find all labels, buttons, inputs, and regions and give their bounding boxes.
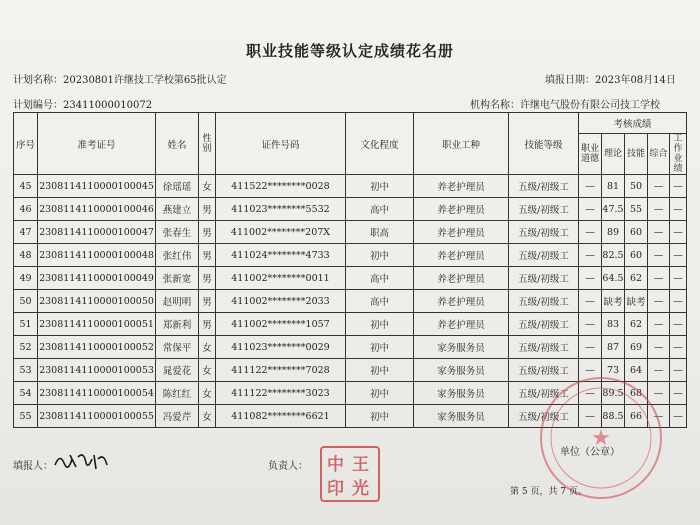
cell-work: —: [670, 198, 687, 221]
cell-ethics: —: [579, 313, 602, 336]
header-total: 综合: [648, 134, 670, 175]
cell-ethics: —: [579, 244, 602, 267]
cell-job: 养老护理员: [414, 313, 509, 336]
filler-label: 填报人：: [13, 461, 53, 472]
header-seq: 序号: [14, 113, 38, 175]
cell-ticket: 2308114110000100054: [38, 382, 156, 405]
cell-gender: 女: [199, 336, 216, 359]
cell-edu: 初中: [346, 336, 414, 359]
cell-level: 五级/初级工: [509, 290, 579, 313]
cell-edu: 高中: [346, 290, 414, 313]
cell-seq: 52: [14, 336, 38, 359]
cell-id: 411024********4733: [216, 244, 346, 267]
cell-total: —: [648, 198, 670, 221]
cell-ethics: —: [579, 405, 602, 428]
name-seal: [320, 446, 380, 502]
cell-id: 411002********2033: [216, 290, 346, 313]
cell-job: 养老护理员: [414, 221, 509, 244]
fill-date: 填报日期：2023年08月14日: [545, 75, 676, 86]
cell-job: 养老护理员: [414, 244, 509, 267]
cell-gender: 男: [199, 221, 216, 244]
cell-skill: 62: [625, 267, 648, 290]
cell-name: 张新宽: [156, 267, 199, 290]
cell-name: 晁爱花: [156, 359, 199, 382]
cell-edu: 职高: [346, 221, 414, 244]
cell-job: 养老护理员: [414, 267, 509, 290]
cell-theory: 47.5: [602, 198, 625, 221]
cell-level: 五级/初级工: [509, 198, 579, 221]
cell-level: 五级/初级工: [509, 405, 579, 428]
cell-edu: 高中: [346, 198, 414, 221]
cell-total: —: [648, 382, 670, 405]
cell-ticket: 2308114110000100049: [38, 267, 156, 290]
cell-seq: 45: [14, 175, 38, 198]
cell-id: 411082********6621: [216, 405, 346, 428]
table-row: [14, 175, 687, 198]
table-row: [14, 198, 687, 221]
cell-skill: 缺考: [625, 290, 648, 313]
cell-total: —: [648, 221, 670, 244]
cell-seq: 49: [14, 267, 38, 290]
cell-seq: 53: [14, 359, 38, 382]
cell-gender: 女: [199, 382, 216, 405]
cell-total: —: [648, 290, 670, 313]
cell-level: 五级/初级工: [509, 175, 579, 198]
cell-gender: 男: [199, 267, 216, 290]
cell-edu: 初中: [346, 359, 414, 382]
org-name: 机构名称：许继电气股份有限公司技工学校: [470, 100, 660, 111]
header-education: 文化程度: [346, 113, 414, 175]
cell-name: 张春生: [156, 221, 199, 244]
cell-theory: 87: [602, 336, 625, 359]
cell-theory: 83: [602, 313, 625, 336]
cell-level: 五级/初级工: [509, 336, 579, 359]
cell-ethics: —: [579, 290, 602, 313]
cell-skill: 55: [625, 198, 648, 221]
cell-work: —: [670, 244, 687, 267]
cell-job: 家务服务员: [414, 336, 509, 359]
official-round-seal: [540, 377, 662, 499]
cell-total: —: [648, 359, 670, 382]
header-skill: 技能: [625, 134, 648, 175]
cell-gender: 男: [199, 313, 216, 336]
table-row: [14, 290, 687, 313]
cell-total: —: [648, 244, 670, 267]
svg-text:★: ★: [591, 426, 611, 451]
cell-job: 家务服务员: [414, 359, 509, 382]
cell-id: 411002********1057: [216, 313, 346, 336]
table-row: [14, 267, 687, 290]
cell-id: 411122********3023: [216, 382, 346, 405]
cell-seq: 50: [14, 290, 38, 313]
table-row: [14, 336, 687, 359]
cell-name: 常保平: [156, 336, 199, 359]
cell-seq: 48: [14, 244, 38, 267]
cell-id: 411002********207X: [216, 221, 346, 244]
cell-job: 养老护理员: [414, 175, 509, 198]
cell-level: 五级/初级工: [509, 382, 579, 405]
cell-name: 郑新利: [156, 313, 199, 336]
header-gender: 性别: [199, 113, 216, 175]
cell-total: —: [648, 175, 670, 198]
header-work: 工作业绩: [670, 134, 687, 175]
cell-gender: 男: [199, 198, 216, 221]
page-number: 第 5 页，共 7 页。: [510, 487, 587, 497]
cell-level: 五级/初级工: [509, 244, 579, 267]
cell-name: 陈红红: [156, 382, 199, 405]
cell-theory: 64.5: [602, 267, 625, 290]
cell-work: —: [670, 336, 687, 359]
cell-name: 赵明明: [156, 290, 199, 313]
header-ethics: 职业道德: [579, 134, 602, 175]
cell-name: 冯爱芹: [156, 405, 199, 428]
cell-ticket: 2308114110000100050: [38, 290, 156, 313]
cell-ethics: —: [579, 336, 602, 359]
header-name: 姓名: [156, 113, 199, 175]
cell-ethics: —: [579, 267, 602, 290]
cell-ticket: 2308114110000100047: [38, 221, 156, 244]
cell-seq: 54: [14, 382, 38, 405]
cell-total: —: [648, 405, 670, 428]
cell-work: —: [670, 382, 687, 405]
cell-ticket: 2308114110000100053: [38, 359, 156, 382]
cell-total: —: [648, 267, 670, 290]
cell-gender: 女: [199, 405, 216, 428]
cell-ethics: —: [579, 221, 602, 244]
seal-char: 印: [327, 479, 344, 499]
cell-gender: 男: [199, 290, 216, 313]
header-theory: 理论: [602, 134, 625, 175]
cell-job: 养老护理员: [414, 198, 509, 221]
cell-work: —: [670, 359, 687, 382]
cell-name: 徐瑶瑶: [156, 175, 199, 198]
cell-job: 家务服务员: [414, 382, 509, 405]
cell-seq: 55: [14, 405, 38, 428]
cell-ticket: 2308114110000100055: [38, 405, 156, 428]
cell-ethics: —: [579, 382, 602, 405]
cell-work: —: [670, 405, 687, 428]
seal-char: 王: [352, 455, 369, 475]
cell-total: —: [648, 336, 670, 359]
handwritten-signature: [52, 449, 110, 473]
cell-gender: 女: [199, 175, 216, 198]
cell-work: —: [670, 221, 687, 244]
cell-skill: 60: [625, 244, 648, 267]
header-scores: 考核成绩: [579, 113, 687, 134]
table-row: [14, 244, 687, 267]
cell-ticket: 2308114110000100052: [38, 336, 156, 359]
cell-ticket: 2308114110000100051: [38, 313, 156, 336]
cell-work: —: [670, 175, 687, 198]
cell-level: 五级/初级工: [509, 221, 579, 244]
cell-ticket: 2308114110000100048: [38, 244, 156, 267]
header-job: 职业工种: [414, 113, 509, 175]
cell-theory: 81: [602, 175, 625, 198]
cell-edu: 初中: [346, 405, 414, 428]
cell-total: —: [648, 313, 670, 336]
cell-seq: 47: [14, 221, 38, 244]
cell-ticket: 2308114110000100046: [38, 198, 156, 221]
cell-theory: 缺考: [602, 290, 625, 313]
cell-level: 五级/初级工: [509, 313, 579, 336]
cell-skill: 50: [625, 175, 648, 198]
cell-id: 411023********5532: [216, 198, 346, 221]
table-row: [14, 221, 687, 244]
cell-level: 五级/初级工: [509, 359, 579, 382]
cell-job: 家务服务员: [414, 405, 509, 428]
cell-skill: 66: [625, 405, 648, 428]
cell-ethics: —: [579, 198, 602, 221]
plan-name: 计划名称：20230801许继技工学校第65批认定: [13, 75, 227, 86]
plan-number: 计划编号：23411000010072: [13, 100, 153, 111]
seal-char: 光: [352, 479, 369, 499]
cell-edu: 初中: [346, 244, 414, 267]
cell-id: 411522********0028: [216, 175, 346, 198]
cell-seq: 46: [14, 198, 38, 221]
cell-skill: 64: [625, 359, 648, 382]
cell-theory: 82.5: [602, 244, 625, 267]
header-level: 技能等级: [509, 113, 579, 175]
page-title: 职业技能等级认定成绩花名册: [245, 42, 454, 60]
cell-edu: 初中: [346, 175, 414, 198]
cell-work: —: [670, 290, 687, 313]
cell-work: —: [670, 267, 687, 290]
cell-theory: 89.5: [602, 382, 625, 405]
unit-seal-label: 单位（公章）: [560, 447, 620, 458]
cell-edu: 初中: [346, 382, 414, 405]
cell-job: 养老护理员: [414, 290, 509, 313]
cell-name: 张红伟: [156, 244, 199, 267]
table-row: [14, 313, 687, 336]
cell-skill: 68: [625, 382, 648, 405]
cell-theory: 73: [602, 359, 625, 382]
cell-ticket: 2308114110000100045: [38, 175, 156, 198]
cell-skill: 69: [625, 336, 648, 359]
cell-id: 411122********7028: [216, 359, 346, 382]
header-id: 证件号码: [216, 113, 346, 175]
cell-ethics: —: [579, 359, 602, 382]
cell-skill: 62: [625, 313, 648, 336]
cell-edu: 初中: [346, 313, 414, 336]
cell-gender: 男: [199, 244, 216, 267]
cell-name: 燕建立: [156, 198, 199, 221]
responsible-label: 负责人：: [268, 461, 308, 472]
cell-ethics: —: [579, 175, 602, 198]
cell-id: 411002********0011: [216, 267, 346, 290]
cell-work: —: [670, 313, 687, 336]
cell-gender: 女: [199, 359, 216, 382]
cell-seq: 51: [14, 313, 38, 336]
seal-char: 中: [327, 455, 344, 475]
cell-skill: 60: [625, 221, 648, 244]
cell-theory: 89: [602, 221, 625, 244]
cell-level: 五级/初级工: [509, 267, 579, 290]
cell-edu: 高中: [346, 267, 414, 290]
cell-id: 411023********0029: [216, 336, 346, 359]
header-ticket: 准考证号: [38, 113, 156, 175]
cell-theory: 88.5: [602, 405, 625, 428]
